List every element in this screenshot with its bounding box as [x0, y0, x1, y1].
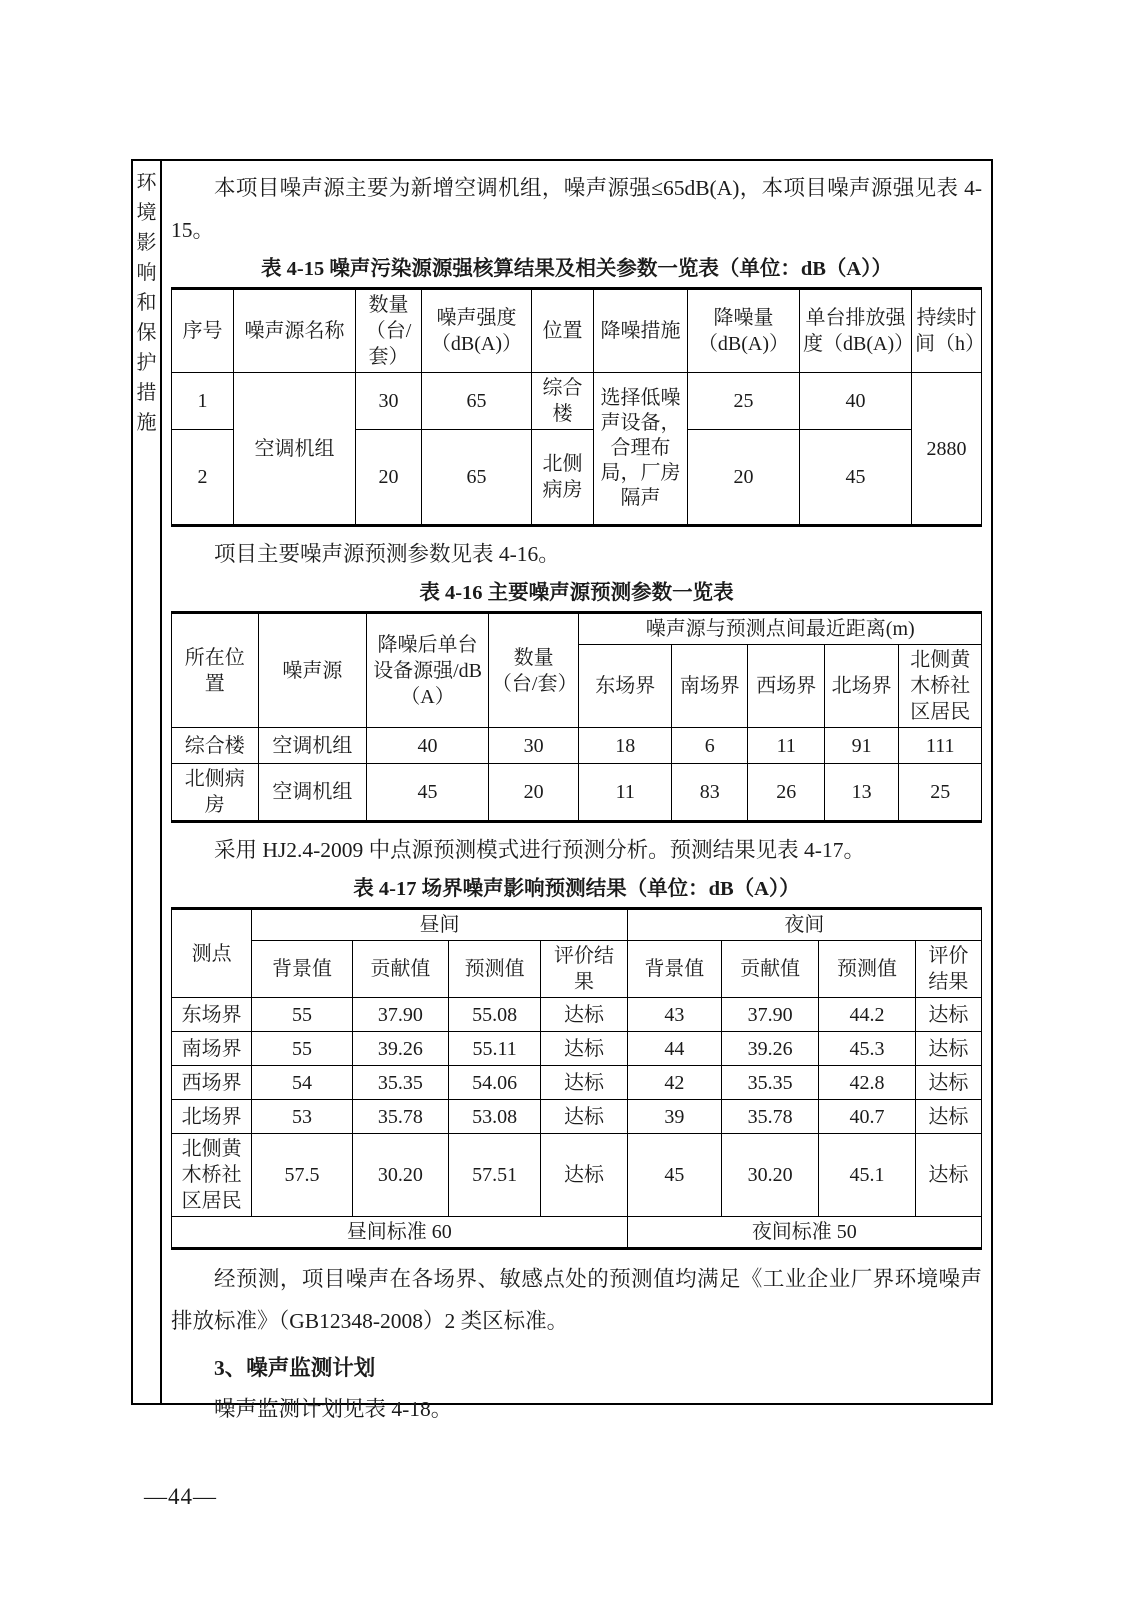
- col-header: 噪声源: [258, 613, 367, 728]
- col-header: 北侧黄木桥社区居民: [899, 645, 982, 728]
- page-number: —44—: [144, 1484, 217, 1509]
- cell: 30.20: [721, 1134, 818, 1217]
- cell: 空调机组: [258, 764, 367, 822]
- table-4-16-prediction-params: [171, 611, 982, 823]
- cell: 43: [627, 998, 721, 1032]
- before-t17-paragraph: 采用 HJ2.4-2009 中点源预测模式进行预测分析。预测结果见表 4-17。: [214, 838, 865, 862]
- cell-qty: 20: [356, 430, 422, 526]
- cell: 26: [748, 764, 824, 822]
- table-row: [172, 1100, 982, 1134]
- row-label-vertical-text: 环境影响和保护措施: [136, 172, 157, 434]
- cell: 西场界: [172, 1066, 252, 1100]
- table-4-17-prediction-results: [171, 907, 982, 1250]
- form-row-label-column: [133, 161, 162, 1403]
- col-header: 贡献值: [721, 941, 818, 998]
- cell-location: 综合楼: [532, 373, 594, 430]
- cell: 达标: [915, 1134, 981, 1217]
- col-header: 噪声源名称: [234, 289, 356, 373]
- cell: 45: [627, 1134, 721, 1217]
- cell-no: 1: [172, 373, 234, 430]
- cell: 35.35: [721, 1066, 818, 1100]
- table-row: [172, 373, 982, 430]
- cell: 东场界: [172, 998, 252, 1032]
- col-header: 贡献值: [352, 941, 448, 998]
- col-header: 所在位置: [172, 613, 259, 728]
- table-row: [172, 728, 982, 764]
- cell: 55.11: [449, 1032, 541, 1066]
- cell: 北侧病房: [172, 764, 259, 822]
- cell: 空调机组: [258, 728, 367, 764]
- cell: 57.51: [449, 1134, 541, 1217]
- cell: 53: [252, 1100, 352, 1134]
- cell: 44.2: [819, 998, 915, 1032]
- col-header: 降噪量（dB(A)）: [688, 289, 800, 373]
- table-4-15-noise-source: [171, 287, 985, 527]
- cell: 达标: [541, 1134, 627, 1217]
- cell: 35.78: [721, 1100, 818, 1134]
- cell: 达标: [541, 1032, 627, 1066]
- col-header: 数量（台/套）: [488, 613, 579, 728]
- intro-paragraph: 本项目噪声源主要为新增空调机组，噪声源强≤65dB(A)，本项目噪声源强见表 4-15。: [171, 176, 982, 242]
- cell: 45.1: [819, 1134, 915, 1217]
- cell-measure: 选择低噪声设备，合理布局，厂房隔声: [594, 373, 688, 526]
- table-4-17-group-header-row: [172, 909, 982, 941]
- final-paragraph: 噪声监测计划见表 4-18。: [214, 1397, 453, 1421]
- col-header: 评价结果: [541, 941, 627, 998]
- col-header: 预测值: [819, 941, 915, 998]
- table-4-17-title: 表 4-17 场界噪声影响预测结果（单位：dB（A））: [353, 878, 800, 900]
- group-header-day: 昼间: [252, 909, 627, 941]
- cell: 35.78: [352, 1100, 448, 1134]
- cell: 55: [252, 1032, 352, 1066]
- cell: 37.90: [352, 998, 448, 1032]
- col-header: 降噪后单台设备源强/dB（A）: [367, 613, 489, 728]
- cell: 91: [824, 728, 898, 764]
- cell: 达标: [541, 1066, 627, 1100]
- col-header: 南场界: [672, 645, 748, 728]
- cell: 111: [899, 728, 982, 764]
- cell: 达标: [915, 1032, 981, 1066]
- cell: 11: [748, 728, 824, 764]
- cell-no: 2: [172, 430, 234, 526]
- col-header: 序号: [172, 289, 234, 373]
- cell-source-name: 空调机组: [234, 373, 356, 526]
- cell-qty: 30: [356, 373, 422, 430]
- table-row: [172, 998, 982, 1032]
- cell-reduction: 25: [688, 373, 800, 430]
- col-header: 单台排放强度（dB(A)）: [800, 289, 912, 373]
- col-header: 噪声强度（dB(A)）: [422, 289, 532, 373]
- col-header: 西场界: [748, 645, 824, 728]
- cell: 39.26: [352, 1032, 448, 1066]
- table-4-15-header-row: [172, 289, 982, 373]
- cell: 53.08: [449, 1100, 541, 1134]
- cell: 57.5: [252, 1134, 352, 1217]
- table-4-17-sub-header-row: [172, 941, 982, 998]
- cell-emission: 45: [800, 430, 912, 526]
- col-header: 持续时间（h）: [912, 289, 982, 373]
- table-4-17-standards-row: [172, 1217, 982, 1249]
- cell: 25: [899, 764, 982, 822]
- table-row: [172, 1134, 982, 1217]
- cell: 20: [488, 764, 579, 822]
- cell: 45.3: [819, 1032, 915, 1066]
- cell: 45: [367, 764, 489, 822]
- col-header: 背景值: [627, 941, 721, 998]
- cell: 42: [627, 1066, 721, 1100]
- table-row: [172, 1066, 982, 1100]
- col-header: 评价结果: [915, 941, 981, 998]
- cell: 综合楼: [172, 728, 259, 764]
- group-header-distance: 噪声源与预测点间最近距离(m): [579, 613, 982, 645]
- col-header: 位置: [532, 289, 594, 373]
- cell-duration: 2880: [912, 373, 982, 526]
- table-row: [172, 764, 982, 822]
- cell: 39: [627, 1100, 721, 1134]
- cell: 北场界: [172, 1100, 252, 1134]
- cell: 北侧黄木桥社区居民: [172, 1134, 252, 1217]
- cell: 40: [367, 728, 489, 764]
- closing-paragraph: 经预测，项目噪声在各场界、敏感点处的预测值均满足《工业企业厂界环境噪声排放标准》（GB12348-2008）2 类区标准。: [171, 1267, 982, 1333]
- cell-reduction: 20: [688, 430, 800, 526]
- table-4-16-group-header-row: [172, 613, 982, 645]
- col-header: 北场界: [824, 645, 898, 728]
- cell: 11: [579, 764, 672, 822]
- cell: 55.08: [449, 998, 541, 1032]
- section-heading-noise-monitoring: 3、噪声监测计划: [214, 1356, 376, 1380]
- col-header: 预测值: [449, 941, 541, 998]
- cell-emission: 40: [800, 373, 912, 430]
- col-header: 背景值: [252, 941, 352, 998]
- cell: 54.06: [449, 1066, 541, 1100]
- before-t16-paragraph: 项目主要噪声源预测参数见表 4-16。: [214, 542, 560, 566]
- cell: 35.35: [352, 1066, 448, 1100]
- cell: 达标: [541, 1100, 627, 1134]
- cell: 83: [672, 764, 748, 822]
- cell: 30.20: [352, 1134, 448, 1217]
- cell: 南场界: [172, 1032, 252, 1066]
- cell-location: 北侧病房: [532, 430, 594, 526]
- table-4-16-title: 表 4-16 主要噪声源预测参数一览表: [419, 582, 734, 604]
- cell: 18: [579, 728, 672, 764]
- col-header-point: 测点: [172, 909, 252, 998]
- day-standard-cell: 昼间标准 60: [172, 1217, 628, 1249]
- night-standard-cell: 夜间标准 50: [627, 1217, 981, 1249]
- cell: 30: [488, 728, 579, 764]
- cell: 37.90: [721, 998, 818, 1032]
- cell-strength: 65: [422, 430, 532, 526]
- cell: 44: [627, 1032, 721, 1066]
- cell: 40.7: [819, 1100, 915, 1134]
- cell: 39.26: [721, 1032, 818, 1066]
- cell: 42.8: [819, 1066, 915, 1100]
- col-header: 东场界: [579, 645, 672, 728]
- cell: 55: [252, 998, 352, 1032]
- col-header: 数量（台/套）: [356, 289, 422, 373]
- cell: 达标: [915, 1100, 981, 1134]
- table-4-15-title: 表 4-15 噪声污染源源强核算结果及相关参数一览表（单位：dB（A））: [261, 258, 892, 280]
- report-form-border: [131, 159, 993, 1421]
- col-header: 降噪措施: [594, 289, 688, 373]
- form-content-area: [162, 161, 993, 1421]
- cell: 54: [252, 1066, 352, 1100]
- cell: 6: [672, 728, 748, 764]
- cell: 达标: [915, 1066, 981, 1100]
- cell: 13: [824, 764, 898, 822]
- cell: 达标: [541, 998, 627, 1032]
- cell-strength: 65: [422, 373, 532, 430]
- group-header-night: 夜间: [627, 909, 981, 941]
- table-row: [172, 1032, 982, 1066]
- cell: 达标: [915, 998, 981, 1032]
